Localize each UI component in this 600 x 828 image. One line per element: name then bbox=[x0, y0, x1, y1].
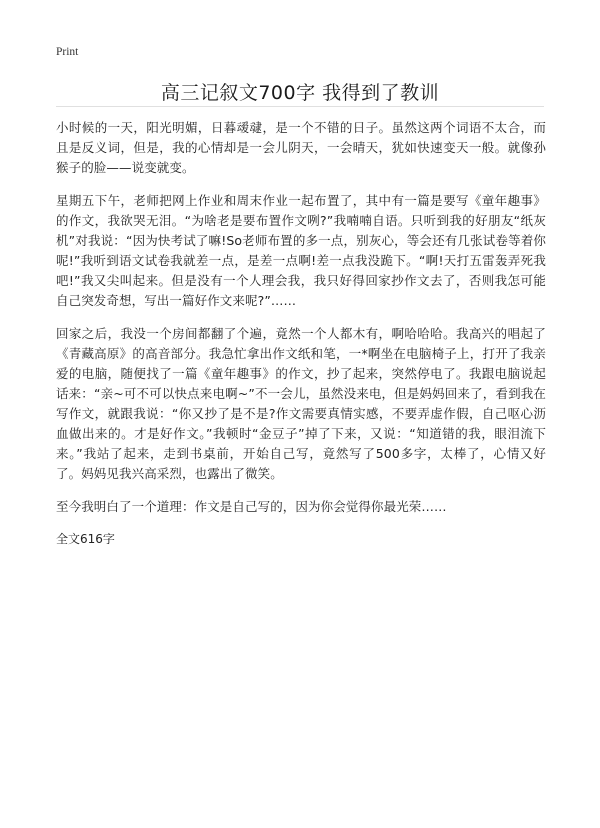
title-divider bbox=[56, 106, 544, 107]
print-link[interactable]: Print bbox=[56, 46, 79, 58]
paragraph-1: 小时候的一天，阳光明媚，日暮叆叇，是一个不错的日子。虽然这两个词语不太合，而且是反义词，但是，我的心情却是一会儿阴天，一会晴天，犹如快速变天一般。就像孙猴子的脸——说变就变。 bbox=[56, 120, 546, 175]
page-title: 高三记叙文700字 我得到了教训 bbox=[160, 82, 440, 104]
paragraph-2: 星期五下午，老师把网上作业和周末作业一起布置了，其中有一篇是要写《童年趣事》的作文，我欲哭无泪。“为啥老是要布置作文咧?”我喃喃自语。只听到我的好朋友“纸灰机”对我说：“因为快考试了嘛!So老师布置的多一点，别灰心，等会还有几张试卷等着你呢!”我听到语文试卷我就差一点，是差一点啊!差一点我没跪下。“啊!天打五雷轰弄死我吧!”我又尖叫起来。但是没有一个人理会我，我只好得回家抄作文去了，否则我怎可能自己突发奇想，写出一篇好作文来呢?”…… bbox=[56, 193, 546, 308]
article-body bbox=[56, 118, 546, 547]
paragraph-3: 回家之后，我没一个房间都翻了个遍，竟然一个人都木有，啊哈哈哈。我高兴的唱起了《青藏高原》的高音部分。我急忙拿出作文纸和笔，一*啊坐在电脑椅子上，打开了我亲爱的电脑，随便找了一篇《童年趣事》的作文，抄了起来，突然停电了。我跟电脑说起话来：“亲~可不可以快点来电啊~”不一会儿，虽然没来电，但是妈妈回来了，看到我在写作文，就跟我说：“你又抄了是不是?作文需要真情实感，不要弄虚作假，自己呕心沥血做出来的。才是好作文。”我顿时“金豆子”掉了下来，又说：“知道错的我，眼泪流下来。”我站了起来，走到书桌前，开始自己写，竟然写了500多字，太棒了，心情又好了。妈妈见我兴高采烈，也露出了微笑。 bbox=[56, 326, 546, 481]
word-count: 全文616字 bbox=[56, 532, 115, 546]
paragraph-4: 至今我明白了一个道理：作文是自己写的，因为你会觉得你最光荣…… bbox=[56, 499, 447, 514]
